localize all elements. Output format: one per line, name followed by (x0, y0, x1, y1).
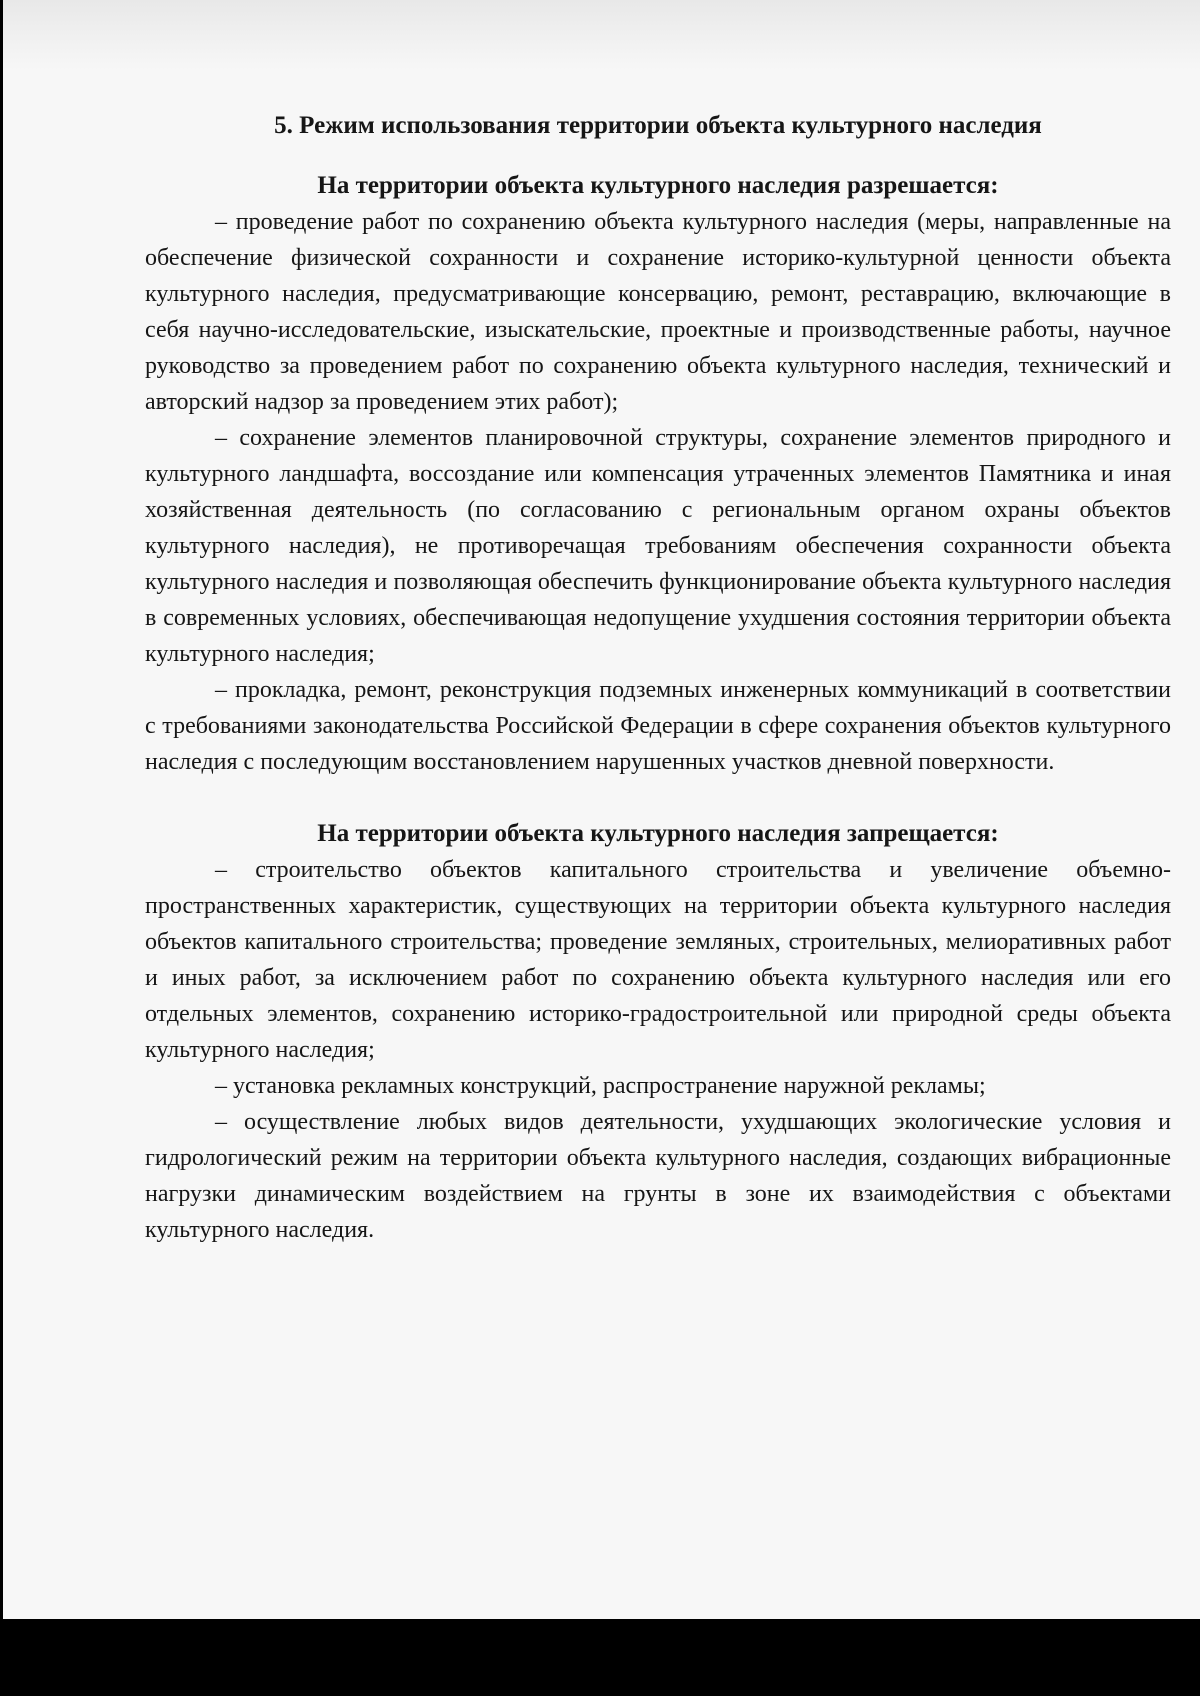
section-title: 5. Режим использования территории объекта культурного наследия (274, 112, 1042, 139)
allowed-item: – проведение работ по сохранению объекта культурного наследия (меры, направленные на обеспечение физической сохранности и сохранение историко-культурной ценности объекта культурного наследия, предусматривающие консервацию, ремонт, реставрацию, включающие в себя научно-исследовательские, изыскательские, проектные и производственные работы, научное руководство за проведением работ по сохранению объекта культурного наследия, технический и авторский надзор за проведением этих работ); (145, 209, 1171, 415)
document-body (145, 108, 1171, 1248)
section-gap (145, 780, 1171, 816)
prohibited-item: – установка рекламных конструкций, распространение наружной рекламы; (215, 1073, 986, 1099)
allowed-item: – прокладка, ремонт, реконструкция подземных инженерных коммуникаций в соответствии с требованиями законодательства Российской Федерации в сфере сохранения объектов культурного наследия с последующим восстановлением нарушенных участков дневной поверхности. (145, 677, 1171, 775)
prohibited-item: – осуществление любых видов деятельности, ухудшающих экологические условия и гидрологический режим на территории объекта культурного наследия, создающих вибрационные нагрузки динамическим воздействием на грунты в зоне их взаимодействия с объектами культурного наследия. (145, 1109, 1171, 1243)
prohibited-item: – строительство объектов капитального строительства и увеличение объемно-пространственных характеристик, существующих на территории объекта культурного наследия объектов капитального строительства; проведение земляных, строительных, мелиоративных работ и иных работ, за исключением работ по сохранению объекта культурного наследия или его отдельных элементов, сохранению историко-градостроительной или природной среды объекта культурного наследия; (145, 857, 1171, 1063)
allowed-heading: На территории объекта культурного наследия разрешается: (317, 172, 999, 199)
prohibited-heading: На территории объекта культурного наследия запрещается: (317, 820, 999, 847)
allowed-item: – сохранение элементов планировочной структуры, сохранение элементов природного и культурного ландшафта, воссоздание или компенсация утраченных элементов Памятника и иная хозяйственная деятельность (по согласованию с региональным органом охраны объектов культурного наследия), не противоречащая требованиям обеспечения сохранности объекта культурного наследия и позволяющая обеспечить функционирование объекта культурного наследия в современных условиях, обеспечивающая недопущение ухудшения состояния территории объекта культурного наследия; (145, 425, 1171, 667)
